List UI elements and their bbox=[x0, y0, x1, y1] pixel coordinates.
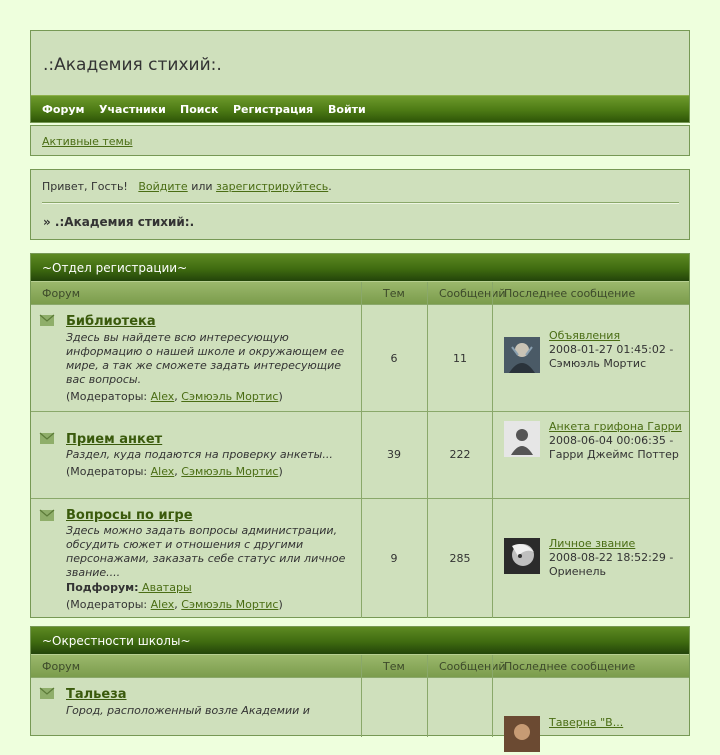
login-link[interactable]: Войдите bbox=[138, 180, 188, 193]
nav-search-link[interactable]: Поиск bbox=[180, 103, 219, 116]
moderators-prefix: (Модераторы: bbox=[66, 390, 148, 403]
last-post-info bbox=[504, 329, 684, 371]
forum-moderators: (Модераторы: Alex, Сэмюэль Мортис) bbox=[66, 465, 283, 478]
col-forum: Форум bbox=[42, 660, 80, 673]
last-post-topic-link[interactable]: Анкета грифона Гарри bbox=[549, 420, 682, 433]
category-title: ~Окрестности школы~ bbox=[31, 627, 689, 654]
subforum-label: Подфорум: bbox=[66, 581, 139, 594]
moderators-suffix: ) bbox=[278, 465, 283, 478]
greeting-text: Привет, Гость! bbox=[42, 180, 128, 193]
col-topics: Тем bbox=[383, 287, 405, 300]
forum-row bbox=[31, 304, 689, 411]
forum-row bbox=[31, 498, 689, 618]
divider bbox=[42, 202, 679, 204]
forum-moderators: (Модераторы: Alex, Сэмюэль Мортис) bbox=[66, 598, 283, 611]
topics-count: 39 bbox=[387, 448, 401, 461]
last-post-date: 2008-06-04 00:06:35 - bbox=[549, 434, 674, 447]
moderator-link[interactable]: Alex bbox=[150, 390, 175, 403]
forum-row bbox=[31, 411, 689, 498]
last-post-author: Ориенель bbox=[549, 565, 607, 578]
category-title: ~Отдел регистрации~ bbox=[31, 254, 689, 281]
last-post-date: 2008-08-22 18:52:29 - bbox=[549, 551, 674, 564]
last-post-info bbox=[504, 420, 684, 462]
last-post-topic-link[interactable]: Объявления bbox=[549, 329, 621, 342]
moderator-link[interactable]: Сэмюэль Мортис bbox=[181, 465, 279, 478]
nav-register-link[interactable]: Регистрация bbox=[233, 103, 314, 116]
main-navbar bbox=[31, 95, 689, 122]
last-post-info bbox=[504, 537, 684, 579]
forum-status-icon bbox=[40, 688, 54, 699]
site-header bbox=[30, 30, 690, 123]
welcome-panel bbox=[30, 169, 690, 240]
moderator-link[interactable]: Alex bbox=[150, 465, 175, 478]
col-forum: Форум bbox=[42, 287, 80, 300]
moderators-suffix: ) bbox=[278, 390, 283, 403]
last-post-topic-link[interactable]: Таверна "В... bbox=[549, 716, 624, 729]
forum-row bbox=[31, 677, 689, 737]
category-school-surroundings bbox=[30, 626, 690, 736]
forum-link[interactable]: Прием анкет bbox=[66, 432, 163, 447]
col-posts: Сообщений bbox=[439, 660, 506, 673]
breadcrumb: » .:Академия стихий:. bbox=[43, 215, 195, 229]
last-post-topic-link[interactable]: Личное звание bbox=[549, 537, 636, 550]
welcome-line bbox=[42, 180, 332, 193]
col-topics: Тем bbox=[383, 660, 405, 673]
moderators-suffix: ) bbox=[278, 598, 283, 611]
topics-count: 6 bbox=[390, 352, 398, 365]
nav-forum-link[interactable]: Форум bbox=[42, 103, 85, 116]
posts-count: 11 bbox=[453, 352, 467, 365]
moderators-prefix: (Модераторы: bbox=[66, 598, 148, 611]
moderators-prefix: (Модераторы: bbox=[66, 465, 148, 478]
last-post-date: 2008-01-27 01:45:02 - bbox=[549, 343, 674, 356]
forum-description: Здесь вы найдете всю интересующую информацию о нашей школе и окружающем ее мире, а так же сможете задать интересующие вас вопросы. bbox=[66, 331, 345, 386]
nav-members-link[interactable]: Участники bbox=[99, 103, 166, 116]
forum-link[interactable]: Вопросы по игре bbox=[66, 508, 193, 523]
forum-status-icon bbox=[40, 510, 54, 521]
last-post-author: Гарри Джеймс Поттер bbox=[549, 448, 679, 461]
col-posts: Сообщений bbox=[439, 287, 506, 300]
forum-link[interactable]: Тальеза bbox=[66, 687, 127, 702]
forum-description: Город, расположенный возле Академии и bbox=[66, 704, 310, 717]
category-registration bbox=[30, 253, 690, 618]
last-post-info bbox=[504, 716, 684, 730]
forum-status-icon bbox=[40, 315, 54, 326]
subforum-link[interactable]: Аватары bbox=[138, 581, 192, 594]
nav-login-link[interactable]: Войти bbox=[328, 103, 366, 116]
or-text: или bbox=[191, 180, 213, 193]
topics-count: 9 bbox=[390, 552, 398, 565]
subforum-line bbox=[66, 581, 192, 594]
posts-count: 222 bbox=[449, 448, 471, 461]
forum-status-icon bbox=[40, 433, 54, 444]
moderator-link[interactable]: Сэмюэль Мортис bbox=[181, 390, 279, 403]
forum-moderators: (Модераторы: Alex, Сэмюэль Мортис) bbox=[66, 390, 283, 403]
col-last-post: Последнее сообщение bbox=[504, 287, 636, 300]
column-header-row bbox=[31, 281, 689, 304]
period-text: . bbox=[328, 180, 332, 193]
site-title: .:Академия стихий:. bbox=[43, 55, 222, 75]
register-link[interactable]: зарегистрируйтесь bbox=[216, 180, 329, 193]
active-topics-bar bbox=[30, 125, 690, 156]
active-topics-link[interactable]: Активные темы bbox=[42, 135, 133, 148]
col-last-post: Последнее сообщение bbox=[504, 660, 636, 673]
moderator-link[interactable]: Сэмюэль Мортис bbox=[181, 598, 279, 611]
moderator-link[interactable]: Alex bbox=[150, 598, 175, 611]
forum-description: Раздел, куда подаются на проверку анкеты... bbox=[66, 448, 333, 461]
posts-count: 285 bbox=[449, 552, 471, 565]
forum-description: Здесь можно задать вопросы администрации, обсудить сюжет и отношения с другими персонажами, заказать себе статус или личное звание.... bbox=[66, 524, 346, 579]
forum-link[interactable]: Библиотека bbox=[66, 314, 156, 329]
column-header-row bbox=[31, 654, 689, 677]
last-post-author: Сэмюэль Мортис bbox=[549, 357, 647, 370]
